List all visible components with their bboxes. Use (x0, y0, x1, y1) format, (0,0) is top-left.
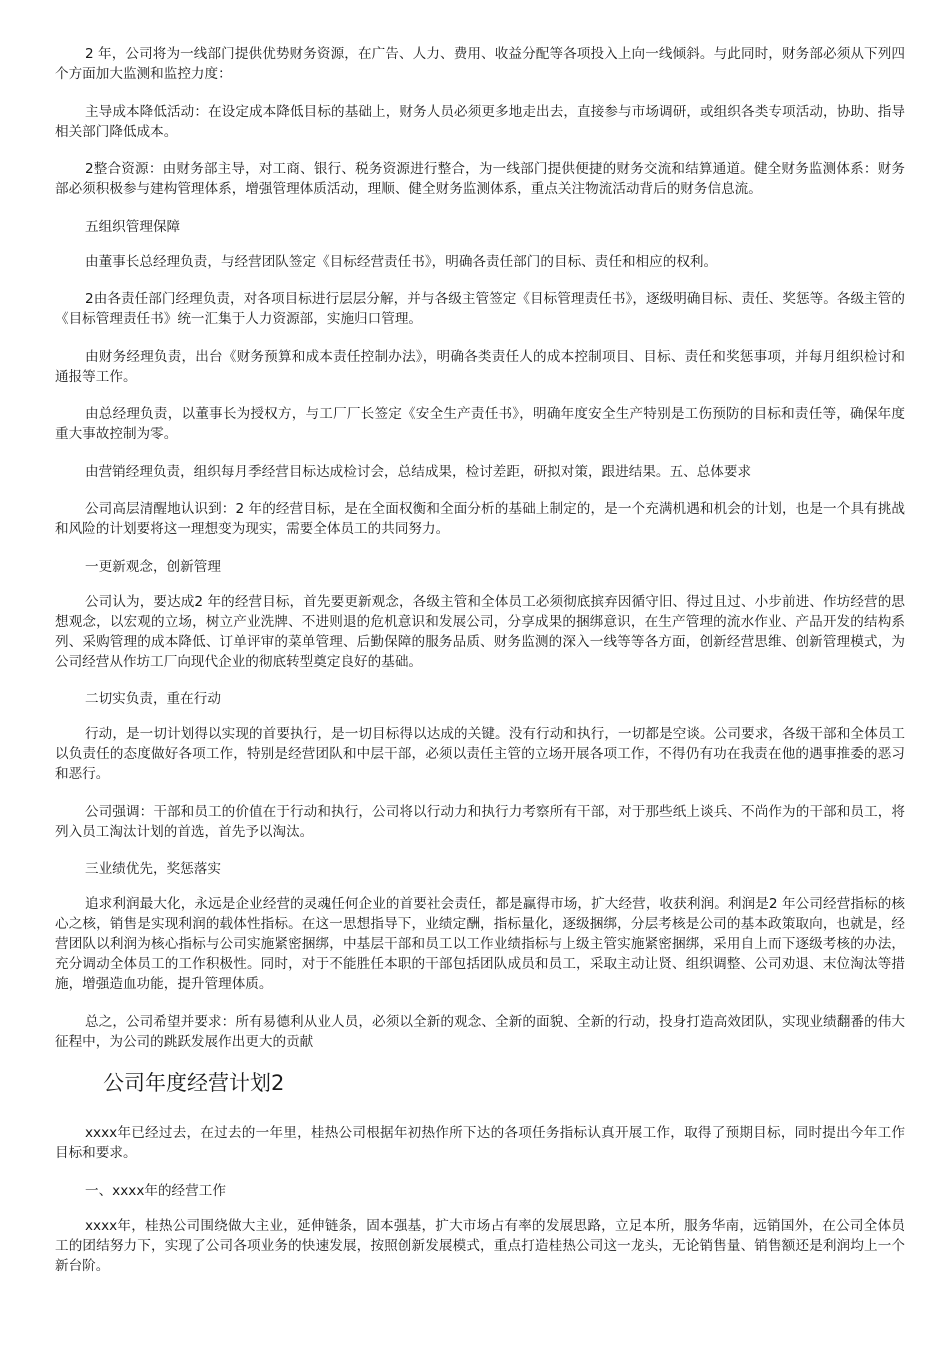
paragraph-management-awareness: 公司高层清醒地认识到：2 年的经营目标，是在全面权衡和全面分析的基础上制定的，是一个充满机遇和机会的计划，也是一个具有挑战和风险的计划要将这一理想变为现实，需要全体员工的共同努力。 (55, 501, 905, 537)
document-body (55, 44, 905, 1293)
paragraph-business-development: xxxx年，桂热公司围绕做大主业，延伸链条，固本强基，扩大市场占有率的发展思路，立足本所，服务华南，远销国外，在公司全体员工的团结努力下，实现了公司各项业务的快速发展，按照创新发展模式，重点打造桂热公司这一龙头，无论销售量、销售额还是利润均上一个新台阶。 (55, 1217, 905, 1274)
paragraph-year-review: xxxx年已经过去，在过去的一年里，桂热公司根据年初热作所下达的各项任务指标认真开展工作，取得了预期目标，同时提出今年工作目标和要求。 (55, 1125, 905, 1161)
paragraph-update-concepts: 公司认为，要达成2 年的经营目标，首先要更新观念，各级主管和全体员工必须彻底摈弃因循守旧、得过且过、小步前进、作坊经营的思想观念，以宏观的立场，树立产业洗牌、不进则退的危机意识和发展公司，分享成果的捆绑意识，在生产管理的流水作业、产品开发的结构系列、采购管理的成本降低、订单评审的菜单管理、后勤保障的服务品质、财务监测的深入一线等等各方面，创新经营思维、创新管理模式，为公司经营从作坊工厂向现代企业的彻底转型奠定良好的基础。 (55, 593, 905, 670)
paragraph-safety-responsibility: 由总经理负责，以董事长为授权方，与工厂厂长签定《安全生产责任书》，明确年度安全生产特别是工伤预防的目标和责任等，确保年度重大事故控制为零。 (55, 406, 905, 442)
paragraph-department-responsibility: 2由各责任部门经理负责，对各项目标进行层层分解，并与各级主管签定《目标管理责任书》，逐级明确目标、责任、奖惩等。各级主管的《目标管理责任书》统一汇集于人力资源部，实施归口管理。 (55, 291, 905, 327)
paragraph-marketing-responsibility: 由营销经理负责，组织每月季经营目标达成检讨会，总结成果，检讨差距，研拟对策，跟进结果。五、总体要求 (85, 463, 752, 480)
section-heading-org-management: 五组织管理保障 (85, 218, 181, 235)
paragraph-chairman-responsibility: 由董事长总经理负责，与经营团队签定《目标经营责任书》，明确各责任部门的目标、责任和相应的权利。 (85, 253, 718, 270)
paragraph-company-emphasis: 公司强调：干部和员工的价值在于行动和执行，公司将以行动力和执行力考察所有干部，对于那些纸上谈兵、不尚作为的干部和员工，将列入员工淘汰计划的首选，首先予以淘汰。 (55, 803, 905, 840)
section-heading-performance-first: 三业绩优先，奖惩落实 (85, 861, 221, 877)
paragraph-profit-maximization: 追求利润最大化，永远是企业经营的灵魂任何企业的首要社会责任，都是赢得市场，扩大经营，收获利润。利润是2 年公司经营指标的核心之核，销售是实现利润的载体性指标。在这一思想指导下，业绩定酬，指标量化，逐级捆绑，分层考核是公司的基本政策取向，也就是，经营团队以利润为核心指标与公司实施紧密捆绑，中基层干部和员工以工作业绩指标与上级主管实施紧密捆绑，采用自上而下逐级考核的办法，充分调动全体员工的工作积极性。同时，对于不能胜任本职的干部包括团队成员和员工，采取主动让贤、组织调整、公司劝退、末位淘汰等措施，增强造血功能，提升管理体质。 (55, 896, 905, 992)
section-heading-take-action: 二切实负责，重在行动 (85, 691, 221, 707)
section-heading-business-work: 一、xxxx年的经营工作 (85, 1182, 226, 1199)
paragraph-action-execution: 行动，是一切计划得以实现的首要执行，是一切目标得以达成的关键。没有行动和执行，一切都是空谈。公司要求，各级干部和全体员工以负责任的态度做好各项工作，特别是经营团队和中层干部，必须以责任主管的立场开展各项工作，不得仍有功在我责在他的遇事推委的恶习和恶行。 (55, 726, 905, 782)
section-heading-update-concepts: 一更新观念，创新管理 (85, 558, 221, 575)
document-title: 公司年度经营计划2 (103, 1071, 285, 1095)
paragraph-finance-manager-responsibility: 由财务经理负责，出台《财务预算和成本责任控制办法》，明确各类责任人的成本控制项目、目标、责任和奖惩事项，并每月组织检讨和通报等工作。 (55, 348, 905, 385)
paragraph-conclusion: 总之，公司希望并要求：所有易德利从业人员，必须以全新的观念、全新的面貌、全新的行动，投身打造高效团队，实现业绩翻番的伟大征程中，为公司的跳跃发展作出更大的贡献 (55, 1013, 905, 1050)
paragraph-cost-reduction: 主导成本降低活动：在设定成本降低目标的基础上，财务人员必须更多地走出去，直接参与市场调研，或组织各类专项活动，协助、指导相关部门降低成本。 (55, 103, 905, 140)
paragraph-finance-resources: 2 年，公司将为一线部门提供优势财务资源，在广告、人力、费用、收益分配等各项投入上向一线倾斜。与此同时，财务部必须从下列四个方面加大监测和监控力度： (55, 46, 905, 82)
paragraph-integrate-resources: 2整合资源：由财务部主导，对工商、银行、税务资源进行整合，为一线部门提供便捷的财务交流和结算通道。健全财务监测体系：财务部必须积极参与建构管理体系，增强管理体质活动，理顺、健全财务监测体系，重点关注物流活动背后的财务信息流。 (55, 161, 905, 197)
